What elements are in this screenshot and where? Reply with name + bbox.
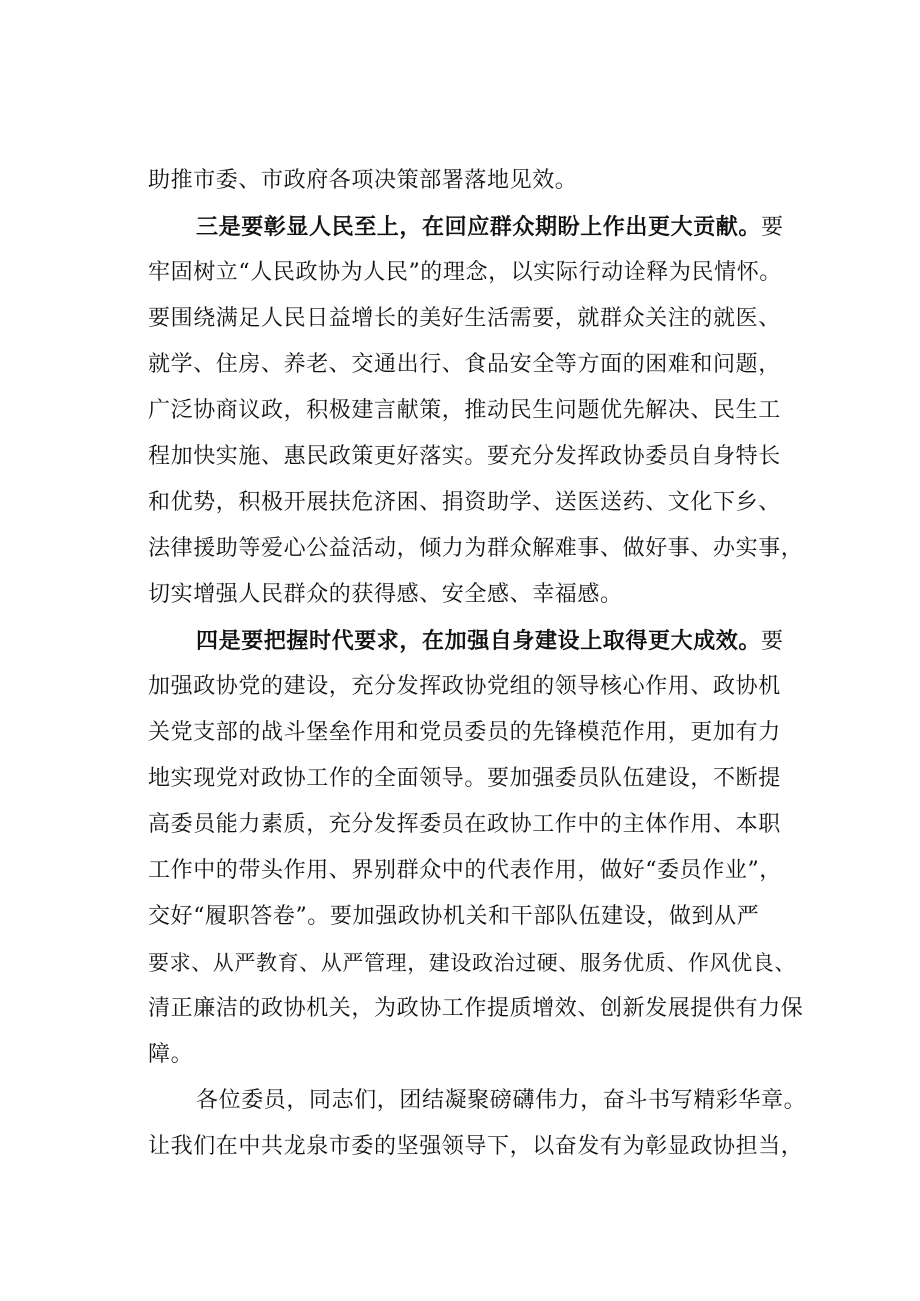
paragraph-line: 清正廉洁的政协机关，为政协工作提质增效、创新发展提供有力保 [148,996,804,1021]
paragraph-line: 广泛协商议政，积极建言献策，推动民生问题优先解决、民生工 [148,398,781,423]
paragraph-line: 交好“履职答卷”。要加强政协机关和干部队伍建设，做到从严 [148,904,760,929]
paragraph-heading-line [196,212,808,242]
paragraph-line: 法律援助等爱心公益活动，倾力为群众解难事、做好事、办实事， [148,536,804,561]
paragraph-line: 牢固树立“人民政协为人民”的理念，以实际行动诠释为民情怀。 [148,260,782,285]
paragraph-line: 要围绕满足人民日益增长的美好生活需要，就群众关注的就医、 [148,306,781,331]
paragraph-line: 和优势，积极开展扶危济困、捐资助学、送医送药、文化下乡、 [148,490,781,515]
paragraph-text: 要 [761,215,784,240]
paragraph-line: 要求、从严教育、从严管理，建设政治过硬、服务优质、作风优良、 [148,951,796,975]
paragraph-text: 要 [761,629,784,654]
paragraph-line: 程加快实施、惠民政策更好落实。要充分发挥政协委员自身特长 [148,444,781,469]
paragraph-line: 地实现党对政协工作的全面领导。要加强委员队伍建设，不断提 [148,766,781,791]
paragraph-heading: 三是要彰显人民至上，在回应群众期盼上作出更大贡献。 [196,214,762,240]
paragraph-line: 工作中的带头作用、界别群众中的代表作用，做好“委员作业”， [148,858,782,883]
paragraph-line: 让我们在中共龙泉市委的坚强领导下，以奋发有为彰显政协担当， [148,1134,804,1159]
paragraph-line: 加强政协党的建设，充分发挥政协党组的领导核心作用、政协机 [148,674,781,699]
paragraph-line: 障。 [148,1042,194,1067]
paragraph-line: 高委员能力素质，充分发挥委员在政协工作中的主体作用、本职 [148,812,781,837]
paragraph-line: 助推市委、市政府各项决策部署落地见效。 [148,168,578,193]
paragraph-heading-line [196,626,808,656]
paragraph-line: 关党支部的战斗堡垒作用和党员委员的先锋模范作用，更加有力 [148,720,781,745]
paragraph-heading: 四是要把握时代要求，在加强自身建设上取得更大成效。 [196,628,762,654]
paragraph-line: 就学、住房、养老、交通出行、食品安全等方面的困难和问题， [148,352,781,377]
paragraph-line: 切实增强人民群众的获得感、安全感、幸福感。 [148,582,623,607]
paragraph-first-line: 各位委员，同志们，团结凝聚磅礴伟力，奋斗书写精彩华章。 [196,1088,807,1113]
